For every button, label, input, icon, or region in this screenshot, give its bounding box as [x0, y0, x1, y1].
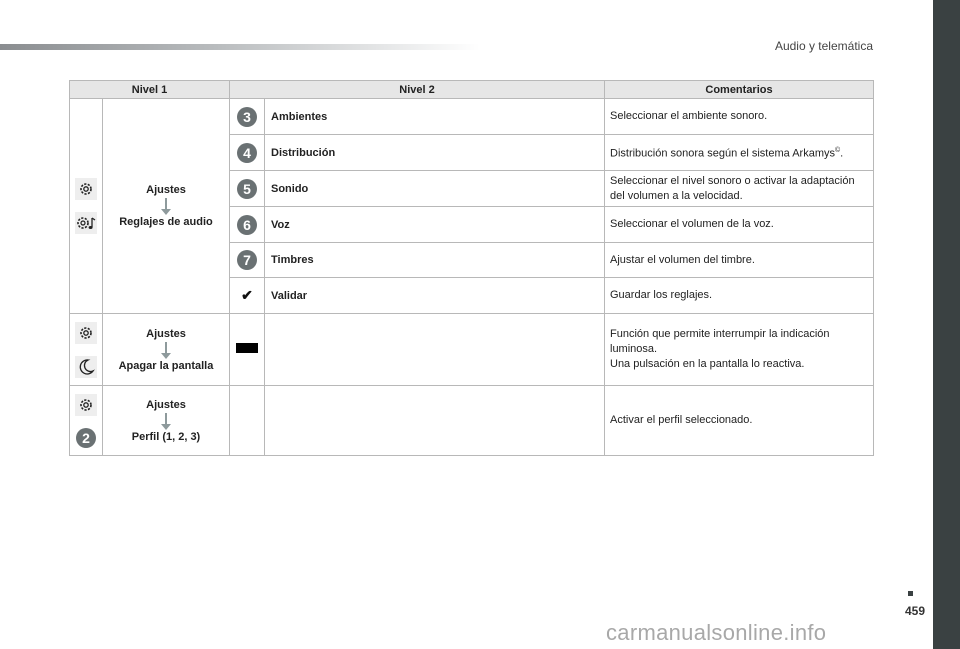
level2-timbres: Timbres [265, 243, 605, 278]
comment-line: Función que permite interrumpir la indicación luminosa. [610, 328, 830, 355]
side-bar [933, 0, 960, 649]
level1-menu-audio [103, 99, 230, 314]
comment-end: . [840, 147, 844, 160]
header-gradient-rule [0, 44, 480, 50]
table-row [70, 314, 874, 386]
comment-line: Una pulsación en la pantalla lo reactiva. [610, 358, 805, 370]
arrow-down-icon [165, 198, 167, 210]
gear-icon [75, 178, 97, 200]
level2-validar: Validar [265, 278, 605, 314]
level2-ambientes: Ambientes [265, 99, 605, 135]
header-level2: Nivel 2 [230, 81, 605, 99]
level2-sonido: Sonido [265, 171, 605, 207]
gear-music-icon [75, 212, 97, 234]
number-badge-icon: 2 [76, 428, 96, 448]
badge-cell [230, 99, 265, 135]
comment-screen [605, 314, 874, 386]
comment-validar: Guardar los reglajes. [605, 278, 874, 314]
comment-profile: Activar el perfil seleccionado. [605, 386, 874, 456]
badge-cell [230, 386, 265, 456]
comment-distribucion [605, 135, 874, 171]
header-comments: Comentarios [605, 81, 874, 99]
level2-voz: Voz [265, 207, 605, 243]
level2-empty [265, 386, 605, 456]
moon-icon [75, 356, 97, 378]
comment-voz: Seleccionar el volumen de la voz. [605, 207, 874, 243]
table-row [70, 99, 874, 135]
number-badge-icon: 6 [237, 215, 257, 235]
badge-cell [230, 135, 265, 171]
number-badge-icon: 7 [237, 250, 257, 270]
page-header-title: Audio y telemática [774, 39, 873, 53]
menu-ajustes-label: Ajustes [146, 327, 186, 340]
page-number: 459 [904, 604, 925, 618]
header-level1: Nivel 1 [70, 81, 230, 99]
level1-menu-screen [103, 314, 230, 386]
menu-ajustes-label: Ajustes [146, 184, 186, 196]
comment-sonido: Seleccionar el nivel sonoro o activar la adaptación del volumen a la velocidad. [605, 171, 874, 207]
level2-distribucion: Distribución [265, 135, 605, 171]
watermark: carmanualsonline.info [606, 620, 827, 645]
arrow-down-icon [165, 413, 167, 425]
arrow-down-icon [165, 342, 167, 354]
comment-text: Distribución sonora según el sistema Arkamys [610, 147, 835, 160]
number-badge-icon: 3 [237, 107, 257, 127]
badge-cell [230, 207, 265, 243]
comment-timbres: Ajustar el volumen del timbre. [605, 243, 874, 278]
number-badge-icon: 4 [237, 143, 257, 163]
comment-ambientes: Seleccionar el ambiente sonoro. [605, 99, 874, 135]
level2-empty [265, 314, 605, 386]
gear-icon [75, 322, 97, 344]
level1-icons-audio [70, 99, 103, 314]
screen-off-icon [236, 343, 258, 353]
menu-audio-label: Reglajes de audio [119, 216, 213, 228]
table-header-row [70, 81, 874, 99]
badge-cell [230, 171, 265, 207]
number-badge-icon: 5 [237, 179, 257, 199]
level1-icons-screen [70, 314, 103, 386]
level1-menu-profile [103, 386, 230, 456]
badge-cell [230, 243, 265, 278]
page-marker [908, 591, 913, 596]
menu-ajustes-label: Ajustes [146, 398, 186, 411]
copyright-mark: © [834, 147, 841, 155]
badge-cell [230, 278, 265, 314]
menu-profile-label: Perfil (1, 2, 3) [131, 430, 201, 443]
level1-icons-profile [70, 386, 103, 456]
table-row [70, 386, 874, 456]
checkmark-icon: ✔ [241, 287, 253, 303]
gear-icon [75, 394, 97, 416]
settings-table [69, 80, 874, 456]
menu-screen-label: Apagar la pantalla [118, 359, 214, 372]
badge-cell [230, 314, 265, 386]
